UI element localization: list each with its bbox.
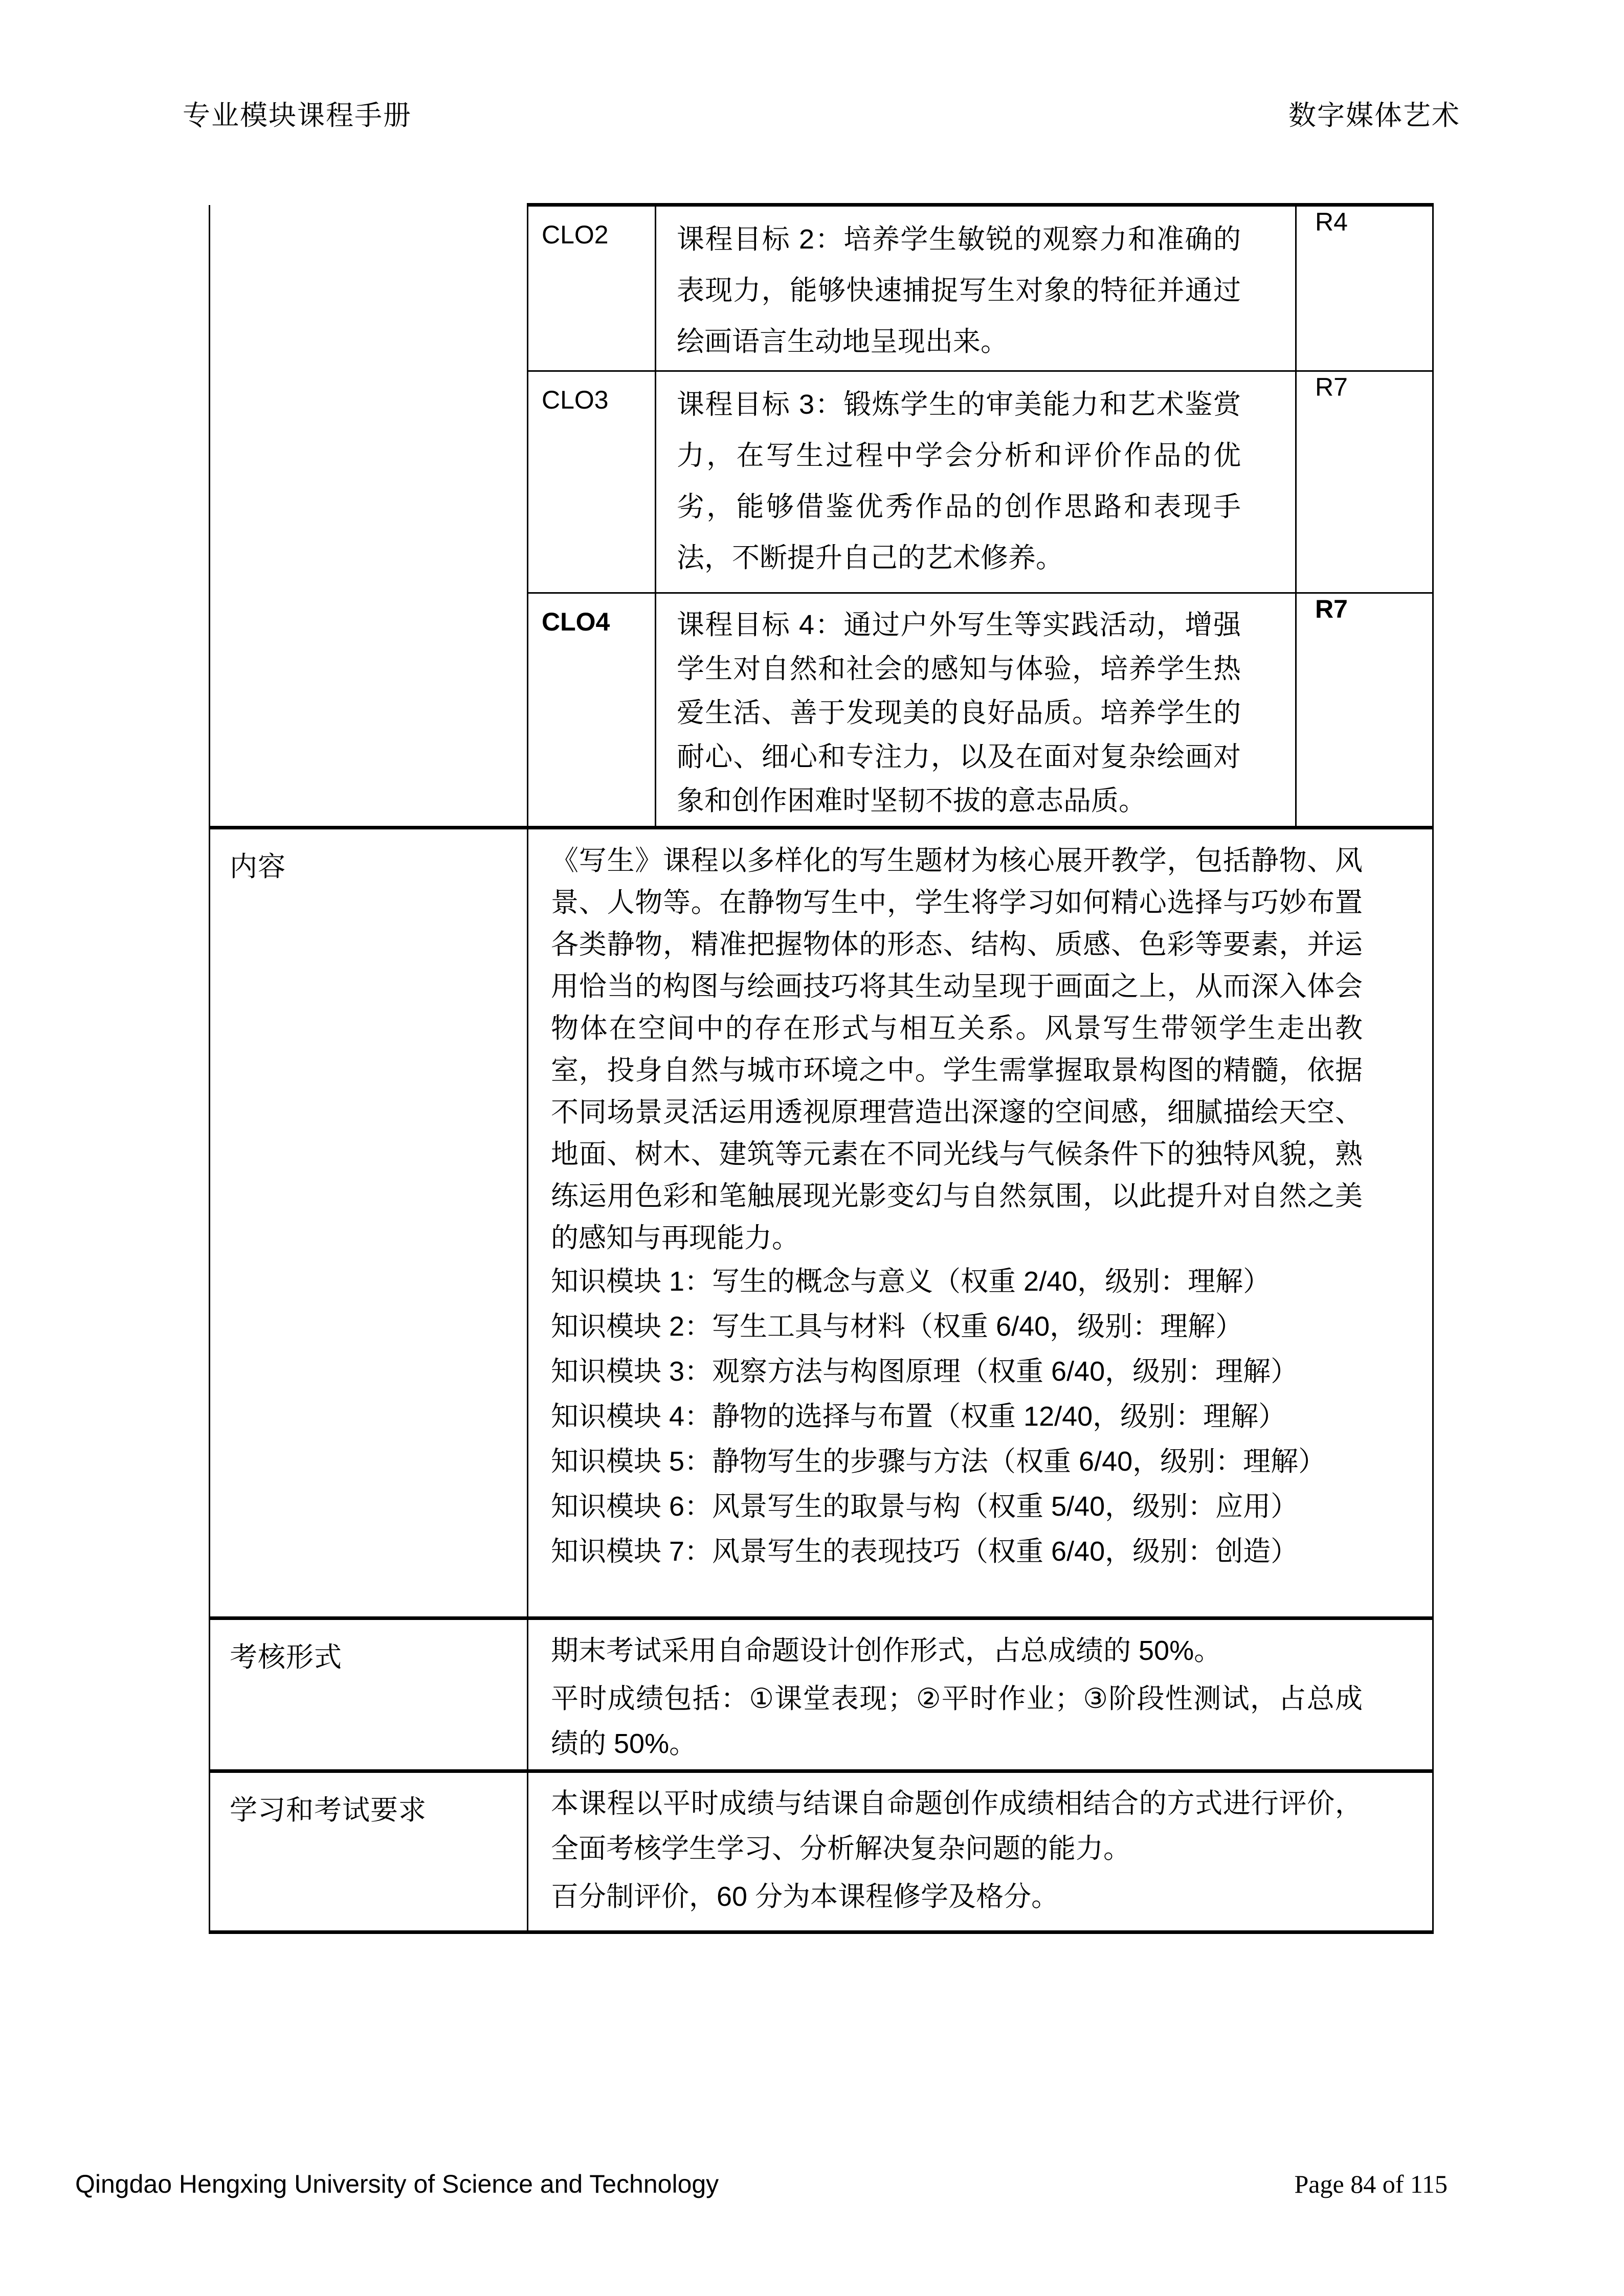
header-title: 专业模块课程手册 bbox=[183, 100, 412, 131]
clo2-description: 课程目标 2：培养学生敏锐的观察力和准确的表现力，能够快速捕捉写生对象的特征并通过绘画语言生动地呈现出来。 bbox=[656, 205, 1296, 371]
knowledge-module-3: 知识模块 3：观察方法与构图原理（权重 6/40，级别：理解） bbox=[551, 1356, 1299, 1387]
knowledge-module-4: 知识模块 4：静物的选择与布置（权重 12/40，级别：理解） bbox=[551, 1401, 1286, 1432]
clo2-mapping: R4 bbox=[1296, 205, 1433, 371]
clo4-id: CLO4 bbox=[528, 593, 656, 828]
assessment-line-1: 期末考试采用自命题设计创作形式，占总成绩的 50%。 bbox=[551, 1635, 1222, 1666]
knowledge-module-6: 知识模块 6：风景写生的取景与构（权重 5/40，级别：应用） bbox=[551, 1491, 1299, 1522]
content-cell bbox=[528, 828, 1433, 1618]
assessment-row-label: 考核形式 bbox=[210, 1618, 528, 1771]
clo2-id: CLO2 bbox=[528, 205, 656, 371]
clo4-mapping: R7 bbox=[1296, 593, 1433, 828]
knowledge-module-7: 知识模块 7：风景写生的表现技巧（权重 6/40，级别：创造） bbox=[551, 1536, 1299, 1567]
knowledge-module-1: 知识模块 1：写生的概念与意义（权重 2/40，级别：理解） bbox=[551, 1266, 1271, 1297]
assessment-line-2: 平时成绩包括：①课堂表现；②平时作业；③阶段性测试，占总成绩的 50%。 bbox=[551, 1683, 1363, 1759]
clo4-description: 课程目标 4：通过户外写生等实践活动，增强学生对自然和社会的感知与体验，培养学生热爱生活、善于发现美的良好品质。培养学生的耐心、细心和专注力，以及在面对复杂绘画对象和创作困难时坚韧不拔的意志品质。 bbox=[656, 593, 1296, 828]
clo3-description: 课程目标 3：锻炼学生的审美能力和艺术鉴赏力，在写生过程中学会分析和评价作品的优劣，能够借鉴优秀作品的创作思路和表现手法，不断提升自己的艺术修养。 bbox=[656, 371, 1296, 593]
knowledge-module-2: 知识模块 2：写生工具与材料（权重 6/40，级别：理解） bbox=[551, 1311, 1243, 1342]
assessment-cell bbox=[528, 1618, 1433, 1771]
clo3-mapping: R7 bbox=[1296, 371, 1433, 593]
requirements-line-1: 本课程以平时成绩与结课自命题创作成绩相结合的方式进行评价，全面考核学生学习、分析解决复杂问题的能力。 bbox=[551, 1788, 1363, 1864]
header-program: 数字媒体艺术 bbox=[1288, 100, 1460, 131]
course-outline-table bbox=[209, 203, 1434, 1934]
requirements-line-2: 百分制评价，60 分为本课程修学及格分。 bbox=[551, 1881, 1059, 1912]
content-row-label: 内容 bbox=[210, 828, 528, 1618]
footer-page-number: Page 84 of 115 bbox=[1294, 2170, 1448, 2198]
label-cell-continued bbox=[210, 205, 528, 828]
content-paragraph: 《写生》课程以多样化的写生题材为核心展开教学，包括静物、风景、人物等。在静物写生中，学生将学习如何精心选择与巧妙布置各类静物，精准把握物体的形态、结构、质感、色彩等要素，并运用恰当的构图与绘画技巧将其生动呈现于画面之上，从而深入体会物体在空间中的存在形式与相互关系。风景写生带领学生走出教室，投身自然与城市环境之中。学生需掌握取景构图的精髓，依据不同场景灵活运用透视原理营造出深邃的空间感，细腻描绘天空、地面、树木、建筑等元素在不同光线与气候条件下的独特风貌，熟练运用色彩和笔触展现光影变幻与自然氛围，以此提升对自然之美的感知与再现能力。 bbox=[551, 845, 1363, 1253]
requirements-cell bbox=[528, 1771, 1433, 1932]
knowledge-module-5: 知识模块 5：静物写生的步骤与方法（权重 6/40，级别：理解） bbox=[551, 1446, 1326, 1477]
footer-university: Qingdao Hengxing University of Science and Technology bbox=[75, 2170, 719, 2198]
clo3-id: CLO3 bbox=[528, 371, 656, 593]
requirements-row-label: 学习和考试要求 bbox=[210, 1771, 528, 1932]
